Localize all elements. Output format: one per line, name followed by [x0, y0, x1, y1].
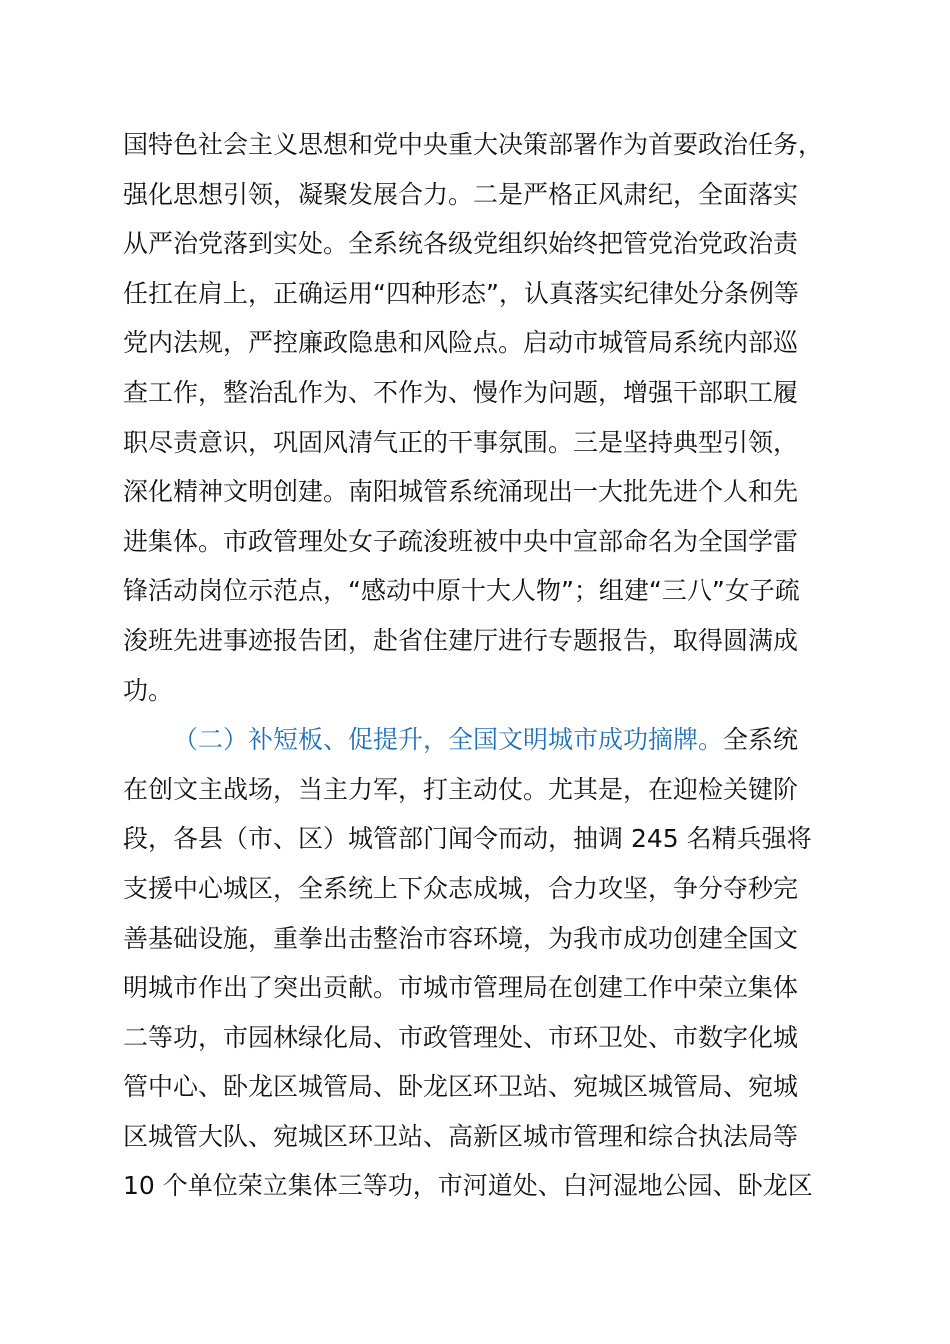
text-line: 浚班先进事迹报告团，赴省住建厅进行专题报告，取得圆满成 [123, 625, 799, 655]
text-line: 查工作，整治乱作为、不作为、慢作为问题，增强干部职工履 [123, 377, 799, 407]
text-line: 明城市作出了突出贡献。市城市管理局在创建工作中荣立集体 [123, 973, 799, 1003]
text-line: 进集体。市政管理处女子疏浚班被中央中宣部命名为全国学雷 [123, 526, 799, 556]
text-line: 善基础设施，重拳出击整治市容环境，为我市成功创建全国文 [123, 923, 799, 953]
text-line: 在创文主战场，当主力军，打主动仗。尤其是，在迎检关键阶 [123, 774, 799, 804]
text-run: 全系统 [723, 725, 799, 755]
text-line: 二等功，市园林绿化局、市政管理处、市环卫处、市数字化城 [123, 1022, 799, 1052]
text-line: 段，各县（市、区）城管部门闻令而动，抽调 245 名精兵强将 [123, 824, 812, 854]
text-line: 职尽责意识，巩固风清气正的干事氛围。三是坚持典型引领， [123, 427, 799, 457]
text-line: 10 个单位荣立集体三等功，市河道处、白河湿地公园、卧龙区 [123, 1171, 813, 1201]
section-heading: （二）补短板、促提升，全国文明城市成功摘牌。 [173, 725, 724, 755]
text-line: 任扛在肩上，正确运用“四种形态”，认真落实纪律处分条例等 [123, 278, 799, 308]
body-text [123, 120, 843, 1211]
text-line: 支援中心城区，全系统上下众志成城，合力攻坚，争分夺秒完 [123, 873, 799, 903]
text-line: 管中心、卧龙区城管局、卧龙区环卫站、宛城区城管局、宛城 [123, 1072, 799, 1102]
paragraph-2 [123, 715, 843, 1211]
text-line: 深化精神文明创建。南阳城管系统涌现出一大批先进个人和先 [123, 477, 799, 507]
text-line: 党内法规，严控廉政隐患和风险点。启动市城管局系统内部巡 [123, 328, 799, 358]
text-line: 强化思想引领，凝聚发展合力。二是严格正风肃纪，全面落实 [123, 179, 799, 209]
text-line: 锋活动岗位示范点，“感动中原十大人物”；组建“三八”女子疏 [123, 576, 800, 606]
text-line: 区城管大队、宛城区环卫站、高新区城市管理和综合执法局等 [123, 1121, 799, 1151]
text-line-first [123, 715, 843, 765]
text-line: 功。 [123, 675, 174, 705]
text-line: 国特色社会主义思想和党中央重大决策部署作为首要政治任务， [123, 130, 824, 159]
text-line: 从严治党落到实处。全系统各级党组织始终把管党治党政治责 [123, 229, 799, 259]
paragraph-1 [123, 120, 843, 715]
